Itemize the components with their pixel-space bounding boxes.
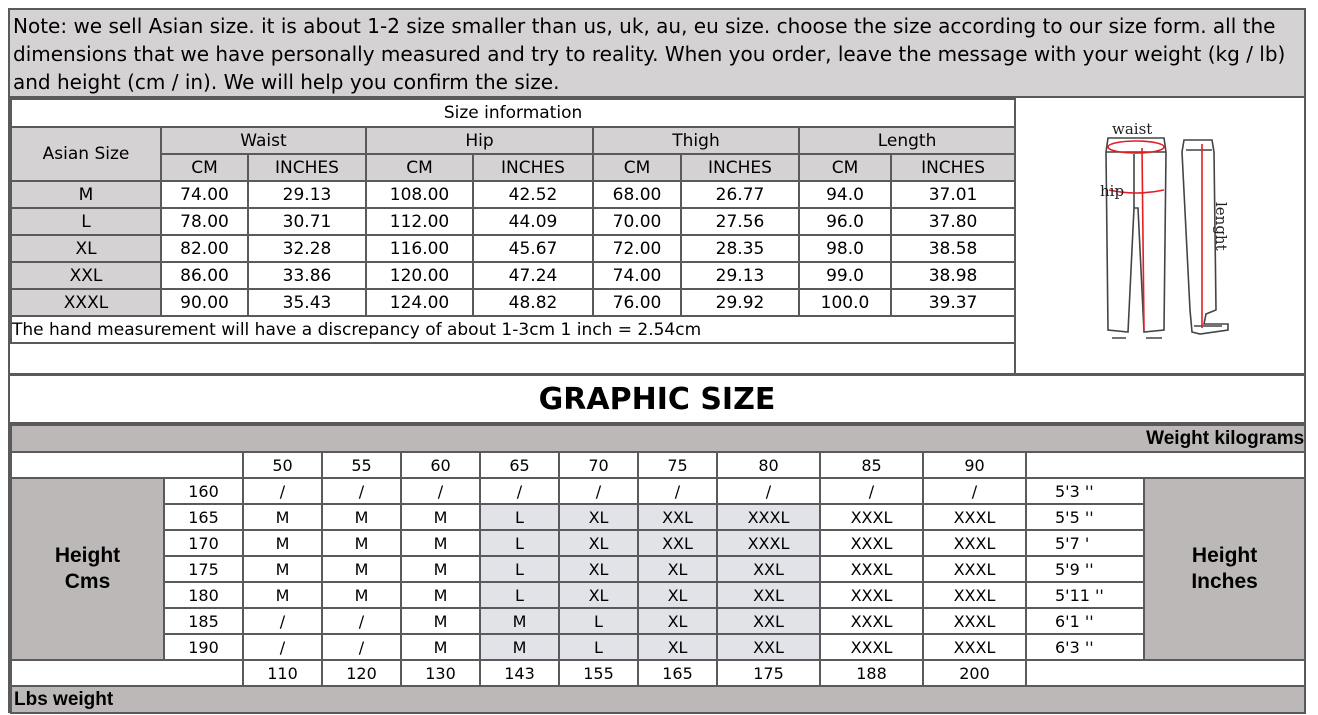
blank-cell [11,452,243,478]
unit-header: INCHES [248,154,366,181]
size-result-cell: XXXL [923,504,1026,530]
blank-cell [11,660,243,686]
size-cell: 86.00 [161,262,248,289]
size-cell: 112.00 [366,208,473,235]
size-cell: 99.0 [799,262,891,289]
size-result-cell: M [401,582,480,608]
lbs-cell: 130 [401,660,480,686]
size-label: XXXL [11,289,161,316]
measurement-footnote: The hand measurement will have a discrepancy of about 1-3cm 1 inch = 2.54cm [11,316,1015,343]
size-result-cell: XXXL [923,582,1026,608]
size-result-cell: M [243,530,322,556]
lbs-cell: 200 [923,660,1026,686]
size-result-cell: M [243,582,322,608]
size-result-cell: XXL [717,582,820,608]
cm-cell: 190 [164,634,243,660]
size-result-cell: / [243,478,322,504]
hip-header: Hip [366,127,593,154]
inches-cell: 6'1 '' [1026,608,1144,634]
unit-header: INCHES [891,154,1015,181]
size-result-cell: XL [559,530,638,556]
size-label: M [11,181,161,208]
size-information-section [10,98,1014,368]
unit-header: INCHES [473,154,593,181]
size-cell: 38.98 [891,262,1015,289]
size-result-cell: M [401,556,480,582]
size-result-cell: / [322,608,401,634]
size-cell: 33.86 [248,262,366,289]
size-result-cell: XXL [638,530,717,556]
unit-header: INCHES [681,154,799,181]
cm-cell: 180 [164,582,243,608]
graphic-size-title: GRAPHIC SIZE [10,376,1304,424]
size-row [11,235,1015,262]
size-cell: 27.56 [681,208,799,235]
kg-cell: 75 [638,452,717,478]
size-result-cell: XXXL [923,634,1026,660]
lbs-cell: 120 [322,660,401,686]
size-cell: 29.92 [681,289,799,316]
size-cell: 39.37 [891,289,1015,316]
lbs-cell: 165 [638,660,717,686]
size-result-cell: M [401,530,480,556]
size-result-cell: L [559,608,638,634]
unit-header: CM [593,154,681,181]
lbs-row [11,660,1305,686]
diagram-waist-label: waist [1112,120,1153,138]
kg-cell: 65 [480,452,559,478]
inches-cell: 5'9 '' [1026,556,1144,582]
length-header: Length [799,127,1015,154]
size-result-cell: M [401,634,480,660]
size-result-cell: M [480,634,559,660]
size-result-cell: XXXL [820,634,923,660]
size-result-cell: XXXL [820,504,923,530]
size-result-cell: M [322,504,401,530]
lbs-cell: 110 [243,660,322,686]
size-result-cell: / [243,634,322,660]
size-cell: 29.13 [681,262,799,289]
size-cell: 47.24 [473,262,593,289]
size-result-cell: XL [559,556,638,582]
size-cell: 124.00 [366,289,473,316]
kg-cell: 80 [717,452,820,478]
size-cell: 78.00 [161,208,248,235]
size-result-cell: M [480,608,559,634]
kg-cell: 85 [820,452,923,478]
size-result-cell: L [480,504,559,530]
size-result-cell: XXL [717,556,820,582]
size-result-cell: M [243,504,322,530]
cm-cell: 170 [164,530,243,556]
kg-cell: 90 [923,452,1026,478]
height-cms-label [11,478,164,660]
size-result-cell: L [480,556,559,582]
height-inches-line1: Height [1191,544,1258,567]
size-result-cell: / [480,478,559,504]
height-cms-line1: Height [54,544,121,567]
size-result-cell: / [820,478,923,504]
inches-cell: 5'3 '' [1026,478,1144,504]
waist-header: Waist [161,127,366,154]
size-result-cell: M [322,582,401,608]
height-row [11,556,1305,582]
size-result-cell: XXXL [820,582,923,608]
lbs-weight-label: Lbs weight [11,686,1305,713]
size-result-cell: / [322,478,401,504]
size-cell: 70.00 [593,208,681,235]
cm-cell: 160 [164,478,243,504]
size-result-cell: XXL [717,634,820,660]
height-row [11,530,1305,556]
size-row [11,181,1015,208]
size-result-cell: M [401,504,480,530]
weight-kilograms-label: Weight kilograms [11,425,1305,452]
size-cell: 116.00 [366,235,473,262]
size-label: XL [11,235,161,262]
pants-illustration [1016,98,1304,371]
blank-cell [1026,660,1305,686]
size-cell: 82.00 [161,235,248,262]
size-cell: 90.00 [161,289,248,316]
size-cell: 29.13 [248,181,366,208]
size-label: L [11,208,161,235]
size-cell: 94.0 [799,181,891,208]
size-row [11,262,1015,289]
size-result-cell: XL [559,504,638,530]
graphic-size-table [10,424,1306,714]
cm-cell: 175 [164,556,243,582]
size-result-cell: / [322,634,401,660]
thigh-header: Thigh [593,127,799,154]
size-result-cell: XL [638,608,717,634]
height-row [11,634,1305,660]
kg-cell: 60 [401,452,480,478]
size-cell: 68.00 [593,181,681,208]
size-cell: 76.00 [593,289,681,316]
lbs-cell: 143 [480,660,559,686]
size-result-cell: / [638,478,717,504]
size-row [11,208,1015,235]
size-result-cell: M [401,608,480,634]
size-result-cell: XXXL [820,530,923,556]
size-result-cell: / [243,608,322,634]
size-result-cell: M [322,530,401,556]
size-cell: 30.71 [248,208,366,235]
diagram-hip-label: hip [1100,182,1125,200]
height-row [11,478,1305,504]
unit-header: CM [366,154,473,181]
height-row [11,582,1305,608]
size-result-cell: L [480,530,559,556]
size-info-title: Size information [11,99,1015,127]
size-cell: 108.00 [366,181,473,208]
cm-cell: 185 [164,608,243,634]
size-information-table [10,98,1016,344]
size-result-cell: XL [559,582,638,608]
size-result-cell: XXXL [717,504,820,530]
size-cell: 45.67 [473,235,593,262]
height-inches-label [1144,478,1305,660]
height-inches-line2: Inches [1191,570,1258,593]
height-row [11,504,1305,530]
size-result-cell: / [401,478,480,504]
size-cell: 32.28 [248,235,366,262]
size-result-cell: / [559,478,638,504]
pants-measurement-diagram [1014,98,1304,373]
size-cell: 42.52 [473,181,593,208]
size-cell: 44.09 [473,208,593,235]
size-cell: 26.77 [681,181,799,208]
unit-header: CM [161,154,248,181]
size-result-cell: M [322,556,401,582]
size-result-cell: XXL [638,504,717,530]
size-result-cell: XXXL [820,608,923,634]
size-result-cell: XL [638,582,717,608]
size-result-cell: XXXL [923,608,1026,634]
asian-size-header: Asian Size [11,127,161,181]
size-result-cell: / [923,478,1026,504]
size-result-cell: XXXL [923,530,1026,556]
kg-row [11,452,1305,478]
size-chart-frame [8,8,1306,713]
height-cms-line2: Cms [64,570,111,593]
size-cell: 100.0 [799,289,891,316]
size-result-cell: XXL [717,608,820,634]
size-cell: 120.00 [366,262,473,289]
size-note: Note: we sell Asian size. it is about 1-2 size smaller than us, uk, au, eu size. choose the size according to our size form. all the dimensions that we have personally measured and try to reality. When you order, leave the message with your weight (kg / lb) and height (cm / in). We will help you confirm the size. [10,10,1304,98]
size-cell: 96.0 [799,208,891,235]
size-result-cell: XXXL [717,530,820,556]
size-row [11,289,1015,316]
size-label: XXL [11,262,161,289]
size-result-cell: XXXL [923,556,1026,582]
lbs-cell: 188 [820,660,923,686]
size-cell: 98.0 [799,235,891,262]
lbs-cell: 175 [717,660,820,686]
size-cell: 38.58 [891,235,1015,262]
size-cell: 28.35 [681,235,799,262]
kg-cell: 55 [322,452,401,478]
size-result-cell: XL [638,556,717,582]
size-cell: 74.00 [161,181,248,208]
inches-cell: 5'7 ' [1026,530,1144,556]
size-cell: 48.82 [473,289,593,316]
size-result-cell: L [480,582,559,608]
inches-cell: 6'3 '' [1026,634,1144,660]
size-cell: 74.00 [593,262,681,289]
lbs-cell: 155 [559,660,638,686]
blank-cell [1026,452,1305,478]
unit-header: CM [799,154,891,181]
size-result-cell: XXXL [820,556,923,582]
size-cell: 37.80 [891,208,1015,235]
inches-cell: 5'5 '' [1026,504,1144,530]
size-result-cell: / [717,478,820,504]
size-cell: 37.01 [891,181,1015,208]
kg-cell: 70 [559,452,638,478]
size-cell: 72.00 [593,235,681,262]
kg-cell: 50 [243,452,322,478]
size-result-cell: L [559,634,638,660]
diagram-length-label: lenght [1212,202,1230,251]
height-row [11,608,1305,634]
size-result-cell: XL [638,634,717,660]
size-result-cell: M [243,556,322,582]
inches-cell: 5'11 '' [1026,582,1144,608]
cm-cell: 165 [164,504,243,530]
size-cell: 35.43 [248,289,366,316]
